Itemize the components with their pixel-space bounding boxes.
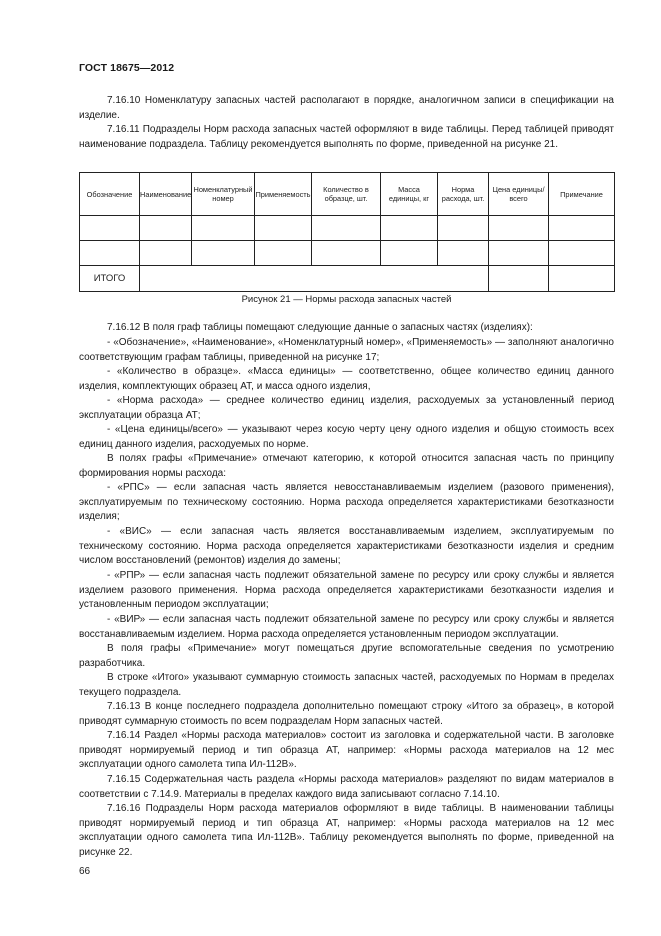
paragraph-note-other: В поля графы «Примечание» могут помещаться другие вспомогательные сведения по усмотрению разработчика. xyxy=(79,643,614,669)
list-item: - «РПС» — если запасная часть является невосстанавливаемым изделием (разового применения), эксплуатируемым по техническому состоянию. Норма расхода определяется характеристиками безотказности изделия; xyxy=(79,482,614,523)
list-item: - «Количество в образце». «Масса единицы» — соответственно, общее количество единиц данного изделия, комплектующих образец АТ, и масса одного изделия, xyxy=(79,366,614,392)
list-item: - «Обозначение», «Наименование», «Номенклатурный номер», «Применяемость» — заполняют аналогично соответствующим графам таблицы, приведенной на рисунке 17; xyxy=(79,337,614,363)
paragraph-7-16-16: 7.16.16 Подразделы Норм расхода материалов оформляют в виде таблицы. В наименовании таблицы приводят нормируемый период и тип образца АТ, например: «Нормы расхода материалов на 12 мес эксплуатации одного самолета типа Ил-112В». Таблицу рекомендуется выполнять по форме, приведенной на рисунке 22. xyxy=(79,803,614,858)
paragraph-note-categories: В полях графы «Примечание» отмечают категорию, к которой относится запасная часть по принципу формирования нормы расхода: xyxy=(79,453,614,479)
total-label: ИТОГО xyxy=(80,266,140,292)
col-applicability: Применяемость xyxy=(255,173,312,216)
col-note: Примечание xyxy=(549,173,615,216)
paragraph-7-16-14: 7.16.14 Раздел «Нормы расхода материалов» состоит из заголовка и содержательной части. В заголовке приводят нормируемый период и тип образца АТ, например: «Нормы расхода материалов на 12 мес эксплуатации одного самолета типа Ил-112В». xyxy=(79,730,614,771)
col-quantity: Количество в образце, шт. xyxy=(312,173,381,216)
col-name: Наименование xyxy=(140,173,192,216)
table-row xyxy=(80,216,615,241)
list-item: - «РПР» — если запасная часть подлежит обязательной замене по ресурсу или сроку службы и является изделием разового применения. Норма расхода определяется характеристиками безотказности изделия и установленным периодом эксплуатации; xyxy=(79,570,614,611)
total-price-cell xyxy=(489,266,549,292)
paragraph-total-row: В строке «Итого» указывают суммарную стоимость запасных частей, расходуемых по Нормам в пределах текущего подраздела. xyxy=(79,672,614,698)
col-designation: Обозначение xyxy=(80,173,140,216)
list-item: - «ВИР» — если запасная часть подлежит обязательной замене по ресурсу или сроку службы и является восстанавливаемым изделием. Норма расхода определяется установленным периодом эксплуатации. xyxy=(79,614,614,640)
total-note-cell xyxy=(549,266,615,292)
col-nomenclature-number: Номенклатурный номер xyxy=(192,173,255,216)
page-number: 66 xyxy=(79,866,91,877)
table-row xyxy=(80,241,615,266)
paragraph-7-16-11: 7.16.11 Подразделы Норм расхода запасных частей оформляют в виде таблицы. Перед таблицей приводят наименование подраздела. Таблицу рекомендуется выполнять по форме, приведенной на рисунке 21. xyxy=(79,124,614,150)
document-header: ГОСТ 18675—2012 xyxy=(79,62,175,74)
figure-caption: Рисунок 21 — Нормы расхода запасных частей xyxy=(241,294,452,305)
table-header-row xyxy=(80,173,615,216)
col-consumption-rate: Норма расхода, шт. xyxy=(438,173,489,216)
list-item: - «Норма расхода» — среднее количество единиц изделия, расходуемых за установленный период эксплуатации образца АТ; xyxy=(79,395,614,421)
list-item: - «ВИС» — если запасная часть является восстанавливаемым изделием, эксплуатируемым по техническому состоянию. Норма расхода определяется характеристиками безотказности изделия и средним числом восстановлений (ремонтов) изделия до замены; xyxy=(79,526,614,567)
col-unit-mass: Масса единицы, кг xyxy=(381,173,438,216)
paragraph-7-16-15: 7.16.15 Содержательная часть раздела «Нормы расхода материалов» разделяют по видам материалов в соответствии с 7.14.9. Материалы в пределах каждого вида записывают согласно 7.14.10. xyxy=(79,774,614,800)
col-price: Цена единицы/всего xyxy=(489,173,549,216)
norms-table xyxy=(79,172,615,292)
paragraph-7-16-10: 7.16.10 Номенклатуру запасных частей располагают в порядке, аналогичном записи в спецификации на изделие. xyxy=(79,95,614,121)
paragraph-7-16-12: 7.16.12 В поля граф таблицы помещают следующие данные о запасных частях (изделиях): xyxy=(107,322,533,333)
total-merged-cell xyxy=(140,266,489,292)
table-total-row xyxy=(80,266,615,292)
list-item: - «Цена единицы/всего» — указывают через косую черту цену одного изделия и общую стоимость всех единиц данного изделия, расходуемых по норме. xyxy=(79,424,614,450)
paragraph-7-16-13: 7.16.13 В конце последнего подраздела дополнительно помещают строку «Итого за образец», в которой приводят суммарную стоимость по всем подразделам Норм запасных частей. xyxy=(79,701,614,727)
